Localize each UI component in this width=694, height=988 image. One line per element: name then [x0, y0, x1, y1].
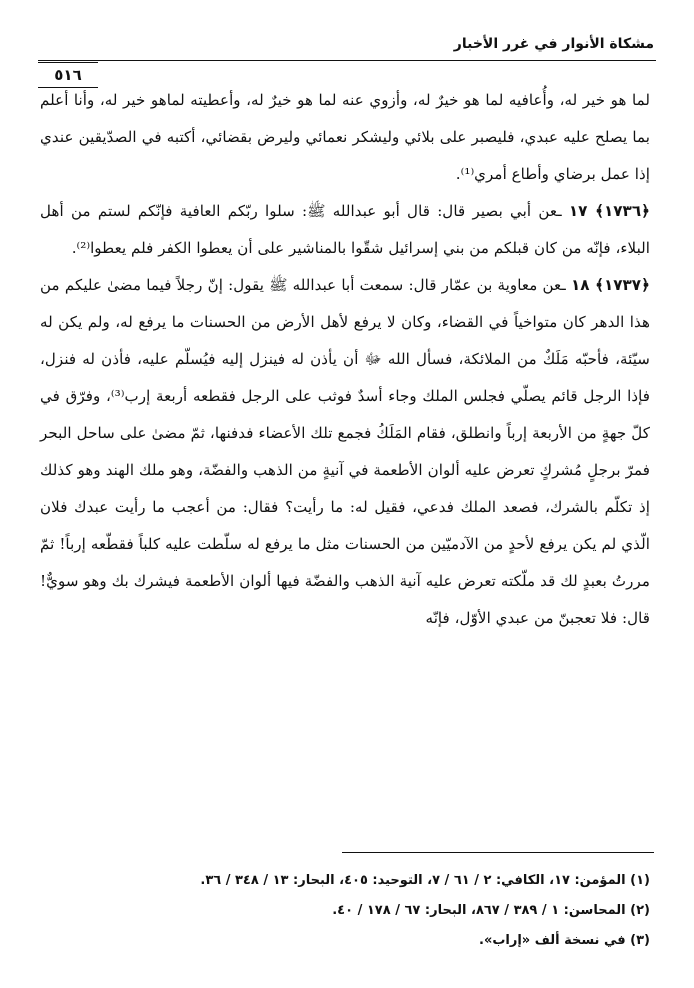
- book-title: مشكاة الأنوار في غرر الأخبار: [453, 36, 654, 52]
- hadith-1737: [40, 267, 650, 637]
- hadith-text: ـعن أبي بصير قال: قال أبو عبدالله ﷺ: سلوا ربّكم العافية فإنّكم لستم من أهل البلاء، فإنّه من كان قبلكم من بني إسرائيل شقّوا بالمناشير على أن يعطوا الكفر فلم يعطوا⁽²⁾.: [40, 202, 650, 257]
- paragraph-continuation: لما هو خير له، وأُعافيه لما هو خيرٌ له، وأزوي عنه لما هو خيرٌ له، وأعطيته لماهو خير له، وأنا أعلم بما يصلح عليه عبدي، فليصبر على بلائي وليشكر نعمائي وليرض بقضائي، أكتبه في الصدّيقين عندي إذا عمل برضاي وأطاع أمري⁽¹⁾.: [40, 91, 650, 183]
- header-rule: [38, 60, 656, 61]
- hadith-number: ﴿١٧٣٧﴾ ١٨: [570, 276, 650, 294]
- footnote-2: (٢) المحاسن: ١ / ٣٨٩ / ٨٦٧، البحار: ٦٧ / ١٧٨ / ٤٠.: [332, 903, 650, 918]
- footnote-separator: [342, 852, 654, 853]
- footnotes: [40, 866, 650, 956]
- running-header: [38, 30, 656, 84]
- hadith-number: ﴿١٧٣٦﴾ ١٧: [568, 202, 651, 220]
- footnote-1: (١) المؤمن: ١٧، الكافي: ٢ / ٦١ / ٧، التوحيد: ٤٠٥، البحار: ١٣ / ٣٤٨ / ٣٦.: [200, 873, 650, 888]
- hadith-1736: [40, 193, 650, 267]
- hadith-text: ـعن معاوية بن عمّار قال: سمعت أبا عبدالله ﷺ يقول: إنّ رجلاً فيما مضىٰ عليكم من هذا الدهر كان متواخياً في القضاء، وكان لا يرفع لأهل الأرض من الحسنات ما يرفع له، ولم يكن له سيّئة، فأحبّه مَلَكٌ من الملائكة، فسأل الله ﷻ أن يأذن له فينزل إليه فيُسلّم عليه، فأذن له فنزل، فإذا الرجل قائم يصلّي فجلس الملك وجاء أسدٌ فوثب على الرجل فقطعه أربعة إرب⁽³⁾، وفرّق في كلّ جهةٍ من الأربعة إرباً وانطلق، فقام المَلَكُ فجمع تلك الأعضاء فدفنها، ثمّ مضىٰ على ساحل البحر فمرّ برجلٍ مُشركٍ تعرض عليه ألوان الأطعمة في آنيةٍ من الذهب والفضّة، وهو ملك الهند وهو كذلك إذ تكلّم بالشرك، فصعد الملك فدعي، فقيل له: ما رأيت؟ فقال: من أعجب ما رأيت عبدك فلان الّذي لم يكن يرفع لأحدٍ من الآدميّين من الحسنات مثل ما يرفع له سلّطت عليه كلباً فقطّعه إرباً! ثمّ مررتُ بعبدٍ لك قد ملّكته تعرض عليه آنية الذهب والفضّة فيها ألوان الأطعمة فيشرك بك وهو سويٌّ! قال: فلا تعجبنّ من عبدي الأوّل، فإنّه: [40, 276, 650, 627]
- page-number: ٥١٦: [38, 62, 98, 88]
- main-text: [40, 82, 650, 637]
- footnote-3: (٣) في نسخة ألف «إراب».: [479, 933, 650, 948]
